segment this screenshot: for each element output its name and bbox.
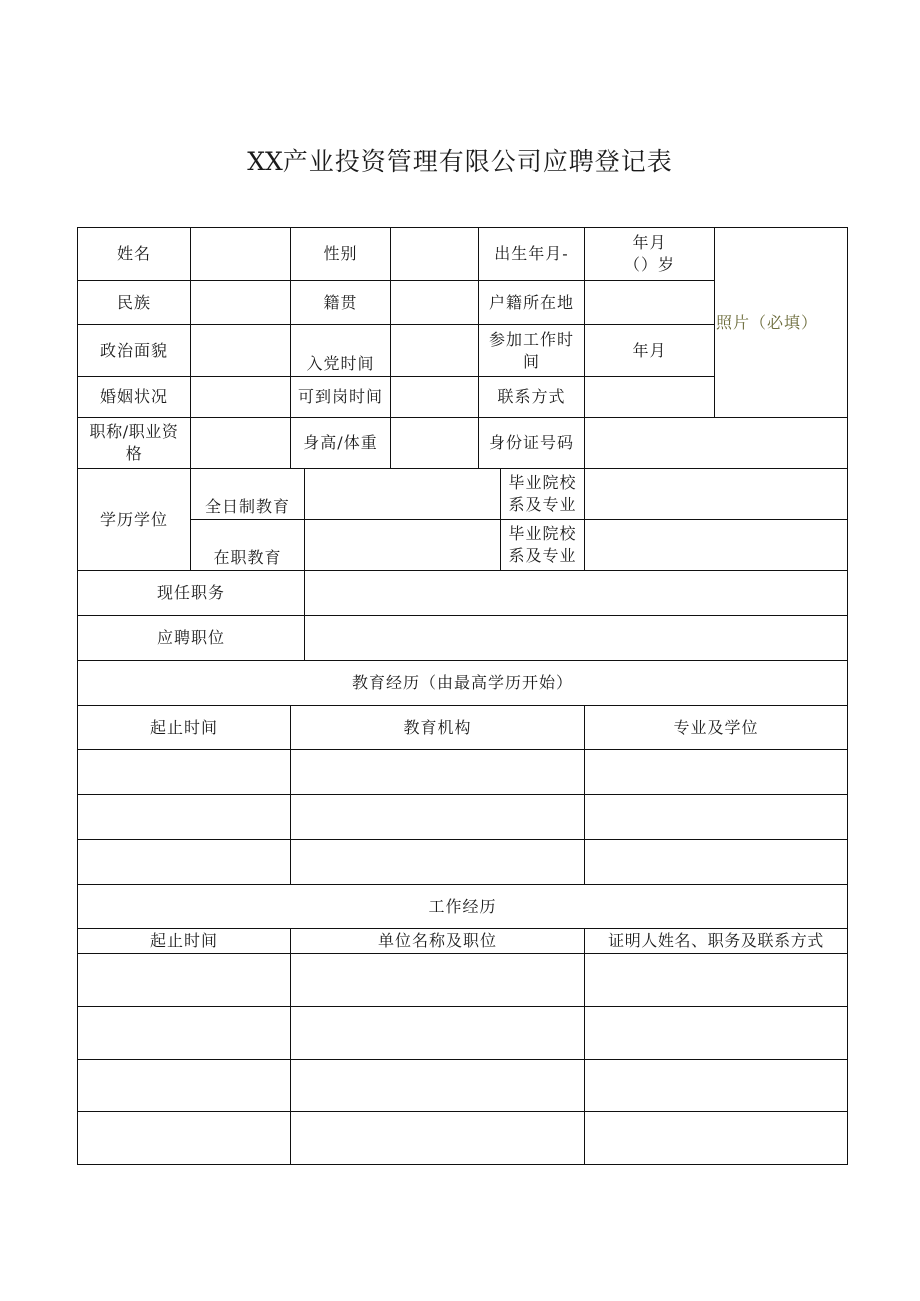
edu-row-3-period[interactable] [77, 839, 291, 885]
edu-row-2-period[interactable] [77, 794, 291, 840]
edu-header-major: 专业及学位 [584, 705, 848, 750]
hukou-label: 户籍所在地 [478, 280, 585, 325]
page-title: XX产业投资管理有限公司应聘登记表 [247, 147, 673, 176]
work-start-label: 参加工作时 间 [478, 324, 585, 377]
contact-field[interactable] [584, 376, 715, 418]
work-header-period: 起止时间 [77, 928, 291, 954]
education-degree-label: 学历学位 [77, 468, 191, 571]
height-weight-field[interactable] [390, 417, 479, 469]
photo-box[interactable] [714, 227, 848, 418]
fulltime-education-label: 全日制教育 [190, 468, 305, 520]
birth-field[interactable] [584, 227, 715, 281]
fulltime-school-field[interactable] [584, 468, 848, 520]
edu-header-institution: 教育机构 [290, 705, 585, 750]
applied-position-field[interactable] [304, 615, 848, 661]
fulltime-education-field[interactable] [304, 468, 501, 520]
work-row-2-period[interactable] [77, 1006, 291, 1060]
work-row-4-period[interactable] [77, 1111, 291, 1165]
current-position-field[interactable] [304, 570, 848, 616]
edu-row-1-period[interactable] [77, 749, 291, 795]
title-qualification-label: 职称/职业资 格 [77, 417, 191, 469]
work-row-4-reference[interactable] [584, 1111, 848, 1165]
native-place-field[interactable] [390, 280, 479, 325]
birth-label: 出生年月- [478, 227, 585, 281]
edu-row-3-institution[interactable] [290, 839, 585, 885]
work-row-1-company[interactable] [290, 953, 585, 1007]
work-header-company: 单位名称及职位 [290, 928, 585, 954]
edu-row-1-major[interactable] [584, 749, 848, 795]
current-position-label: 现任职务 [77, 570, 305, 616]
work-row-2-reference[interactable] [584, 1006, 848, 1060]
title-qualification-field[interactable] [190, 417, 291, 469]
edu-row-2-major[interactable] [584, 794, 848, 840]
available-label: 可到岗时间 [290, 376, 391, 418]
marital-label: 婚姻状况 [77, 376, 191, 418]
inservice-school-label: 毕业院校 系及专业 [500, 519, 585, 571]
height-weight-label: 身高/体重 [290, 417, 391, 469]
id-number-label: 身份证号码 [478, 417, 585, 469]
photo-label: 照片（必填） [716, 312, 819, 332]
edu-row-2-institution[interactable] [290, 794, 585, 840]
work-row-2-company[interactable] [290, 1006, 585, 1060]
work-row-1-period[interactable] [77, 953, 291, 1007]
political-field[interactable] [190, 324, 291, 377]
edu-row-3-major[interactable] [584, 839, 848, 885]
contact-label: 联系方式 [478, 376, 585, 418]
id-number-field[interactable] [584, 417, 848, 469]
name-field[interactable] [190, 227, 291, 281]
fulltime-school-label: 毕业院校 系及专业 [500, 468, 585, 520]
edu-row-1-institution[interactable] [290, 749, 585, 795]
work-history-title: 工作经历 [77, 884, 848, 929]
available-field[interactable] [390, 376, 479, 418]
education-history-title: 教育经历（由最高学历开始） [77, 660, 848, 706]
work-start-value: 年月 [632, 340, 667, 360]
hukou-field[interactable] [584, 280, 715, 325]
gender-label: 性别 [290, 227, 391, 281]
name-label: 姓名 [77, 227, 191, 281]
inservice-school-field[interactable] [584, 519, 848, 571]
applied-position-label: 应聘职位 [77, 615, 305, 661]
inservice-education-label: 在职教育 [190, 519, 305, 571]
age-text: （）岁 [623, 255, 675, 274]
work-start-field[interactable] [584, 324, 715, 377]
native-place-label: 籍贯 [290, 280, 391, 325]
work-row-4-company[interactable] [290, 1111, 585, 1165]
edu-header-period: 起止时间 [77, 705, 291, 750]
inservice-education-field[interactable] [304, 519, 501, 571]
party-join-field[interactable] [390, 324, 479, 377]
work-header-reference: 证明人姓名、职务及联系方式 [584, 928, 848, 954]
birth-month-text: 年月 [632, 233, 667, 252]
work-row-1-reference[interactable] [584, 953, 848, 1007]
work-row-3-company[interactable] [290, 1059, 585, 1112]
work-row-3-period[interactable] [77, 1059, 291, 1112]
ethnicity-label: 民族 [77, 280, 191, 325]
political-label: 政治面貌 [77, 324, 191, 377]
party-join-label: 入党时间 [290, 324, 391, 377]
work-row-3-reference[interactable] [584, 1059, 848, 1112]
gender-field[interactable] [390, 227, 479, 281]
marital-field[interactable] [190, 376, 291, 418]
ethnicity-field[interactable] [190, 280, 291, 325]
